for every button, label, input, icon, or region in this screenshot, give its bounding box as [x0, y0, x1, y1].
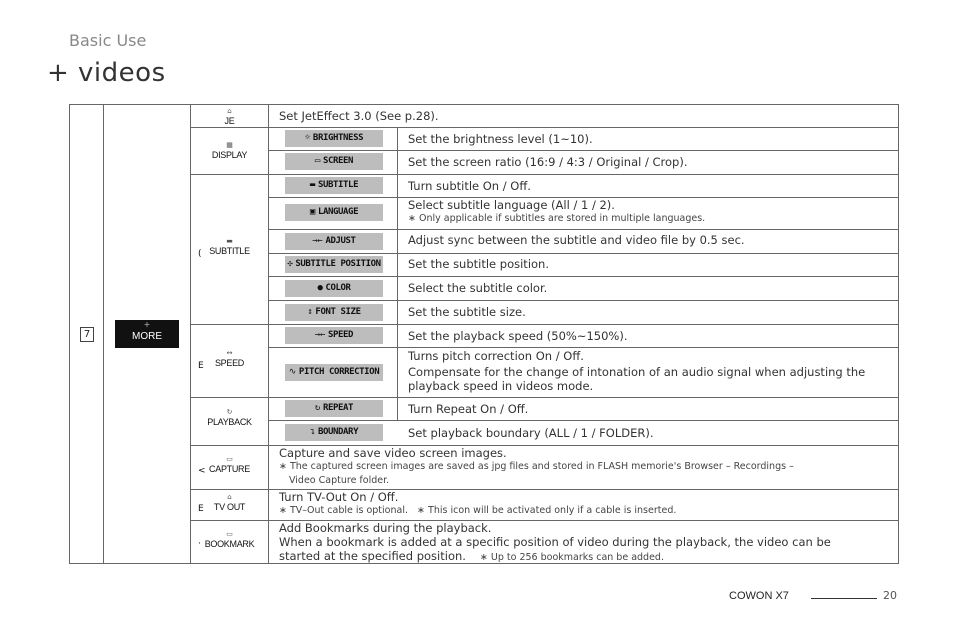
subtitle-position-button[interactable]: [285, 256, 383, 273]
display-icon: ▦: [226, 141, 233, 149]
more-button[interactable]: [115, 320, 179, 348]
tvout-icon: ⌂: [227, 493, 232, 501]
language-button-label: LANGUAGE: [317, 207, 359, 217]
pitch-correction-button-label: PITCH CORRECTION: [298, 367, 380, 377]
capture-note-line1: ∗ The captured screen images are saved as jpg files and stored in FLASH memorie's Browser – Recordings –: [279, 461, 794, 472]
bookmark-desc-line2: When a bookmark is added at a specific position of video during the playback, the video can be: [279, 535, 831, 549]
adjust-icon: →←: [312, 236, 323, 246]
language-desc: [408, 198, 705, 226]
tvout-lead: E: [198, 504, 204, 514]
page-title: + videos: [47, 58, 166, 88]
menu-subtitle-label: SUBTITLE: [209, 246, 250, 256]
subtitle-toggle-icon: ▬: [309, 180, 315, 190]
color-desc: Select the subtitle color.: [408, 281, 548, 295]
position-icon: ✣: [287, 259, 293, 269]
subtitle-button[interactable]: [285, 177, 383, 194]
menu-je[interactable]: [191, 107, 268, 126]
menu-speed-label: SPEED: [214, 358, 244, 368]
language-desc-text: Select subtitle language (All / 1 / 2).: [408, 198, 615, 212]
screen-button[interactable]: [285, 153, 383, 170]
font-size-button-label: FONT SIZE: [315, 307, 361, 317]
color-button[interactable]: [285, 280, 383, 297]
speed-button-label: SPEED: [327, 330, 354, 340]
boundary-icon: ↴: [309, 427, 315, 437]
bookmark-note: ∗ Up to 256 bookmarks can be added.: [479, 552, 664, 563]
speed-lead: E: [198, 361, 204, 371]
menu-subtitle[interactable]: [191, 237, 268, 256]
boundary-button[interactable]: [285, 424, 383, 441]
subtitle-desc: Turn subtitle On / Off.: [408, 179, 531, 193]
menu-capture-label: CAPTURE: [209, 464, 250, 474]
bookmark-icon: ▭: [226, 530, 233, 538]
screen-desc: Set the screen ratio (16:9 / 4:3 / Original / Crop).: [408, 155, 688, 169]
subtitle-icon: ▬: [226, 237, 233, 245]
repeat-desc: Turn Repeat On / Off.: [408, 402, 529, 416]
brightness-button[interactable]: [285, 130, 383, 147]
pitch-desc: [408, 349, 865, 393]
brightness-icon: ☼: [304, 133, 310, 143]
tvout-desc-text: Turn TV-Out On / Off.: [279, 490, 399, 504]
capture-desc-text: Capture and save video screen images.: [279, 446, 507, 460]
speed-arrows-icon: →←: [314, 330, 325, 340]
language-icon: ▣: [309, 207, 315, 217]
menu-display[interactable]: [191, 141, 268, 160]
adjust-button-label: ADJUST: [325, 236, 356, 246]
menu-speed[interactable]: [191, 349, 268, 368]
pitch-desc-line3: playback speed in videos mode.: [408, 379, 594, 393]
speed-icon: ↔: [226, 349, 233, 357]
brightness-desc: Set the brightness level (1~10).: [408, 132, 593, 146]
pitch-correction-button[interactable]: [285, 364, 383, 381]
repeat-icon: ↻: [314, 403, 320, 413]
plus-icon: +: [143, 320, 151, 329]
menu-tvout-label: TV OUT: [213, 502, 246, 512]
repeat-button-label: REPEAT: [322, 403, 354, 413]
menu-display-label: DISPLAY: [211, 150, 248, 160]
color-button-label: COLOR: [325, 283, 351, 293]
capture-lead: <: [198, 466, 206, 476]
pitch-desc-line2: Compensate for the change of intonation of an audio signal when adjusting the: [408, 365, 866, 379]
capture-icon: ▭: [226, 455, 233, 463]
footer-brand: COWON X7: [729, 590, 789, 602]
subtitle-button-label: SUBTITLE: [317, 180, 359, 190]
menu-bookmark[interactable]: [191, 530, 268, 549]
screen-icon: ▭: [314, 156, 320, 166]
adjust-desc: Adjust sync between the subtitle and video file by 0.5 sec.: [408, 233, 745, 247]
boundary-desc: Set playback boundary (ALL / 1 / FOLDER).: [408, 426, 654, 440]
je-desc: Set JetEffect 3.0 (See p.28).: [279, 109, 439, 123]
language-note: ∗ Only applicable if subtitles are stored in multiple languages.: [408, 213, 706, 224]
subtitle-position-button-label: SUBTITLE POSITION: [295, 259, 381, 269]
bookmark-desc-line3: started at the specified position.: [279, 549, 466, 563]
pitch-wave-icon: ∿: [288, 367, 296, 377]
menu-playback-label: PLAYBACK: [207, 417, 252, 427]
section-label: Basic Use: [69, 31, 147, 50]
menu-tvout[interactable]: [191, 493, 268, 512]
tvout-note: ∗ TV–Out cable is optional. ∗ This icon will be activated only if a cable is inserted.: [279, 505, 677, 516]
page-number: 20: [883, 589, 897, 602]
tvout-desc: [279, 490, 676, 518]
font-size-button[interactable]: [285, 304, 383, 321]
bookmark-lead: ·: [198, 539, 201, 549]
adjust-button[interactable]: [285, 233, 383, 250]
subtitle-lead: (: [198, 249, 202, 259]
font-size-desc: Set the subtitle size.: [408, 305, 526, 319]
bookmark-desc-line1: Add Bookmarks during the playback.: [279, 521, 492, 535]
capture-note-line2: Video Capture folder.: [289, 475, 390, 486]
font-size-icon: ↕: [307, 307, 313, 317]
color-icon: ●: [317, 283, 323, 293]
subtitle-position-desc: Set the subtitle position.: [408, 257, 549, 271]
speed-desc: Set the playback speed (50%~150%).: [408, 329, 628, 343]
brightness-button-label: BRIGHTNESS: [312, 133, 364, 143]
je-icon: ⌂: [227, 107, 232, 115]
screen-button-label: SCREEN: [322, 156, 354, 166]
more-label: MORE: [132, 331, 162, 342]
speed-button[interactable]: [285, 327, 383, 344]
playback-icon: ↻: [226, 408, 233, 416]
capture-desc: [279, 446, 794, 488]
menu-bookmark-label: BOOKMARK: [204, 539, 255, 549]
language-button[interactable]: [285, 204, 383, 221]
menu-capture[interactable]: [191, 455, 268, 474]
pitch-desc-line1: Turns pitch correction On / Off.: [408, 349, 584, 363]
feature-table: [69, 104, 899, 564]
step-number: 7: [80, 327, 94, 342]
menu-playback[interactable]: [191, 408, 268, 427]
boundary-button-label: BOUNDARY: [317, 427, 359, 437]
bookmark-desc: [279, 521, 831, 565]
menu-je-label: JE: [224, 116, 235, 126]
repeat-button[interactable]: [285, 400, 383, 417]
footer-divider: [811, 598, 877, 599]
